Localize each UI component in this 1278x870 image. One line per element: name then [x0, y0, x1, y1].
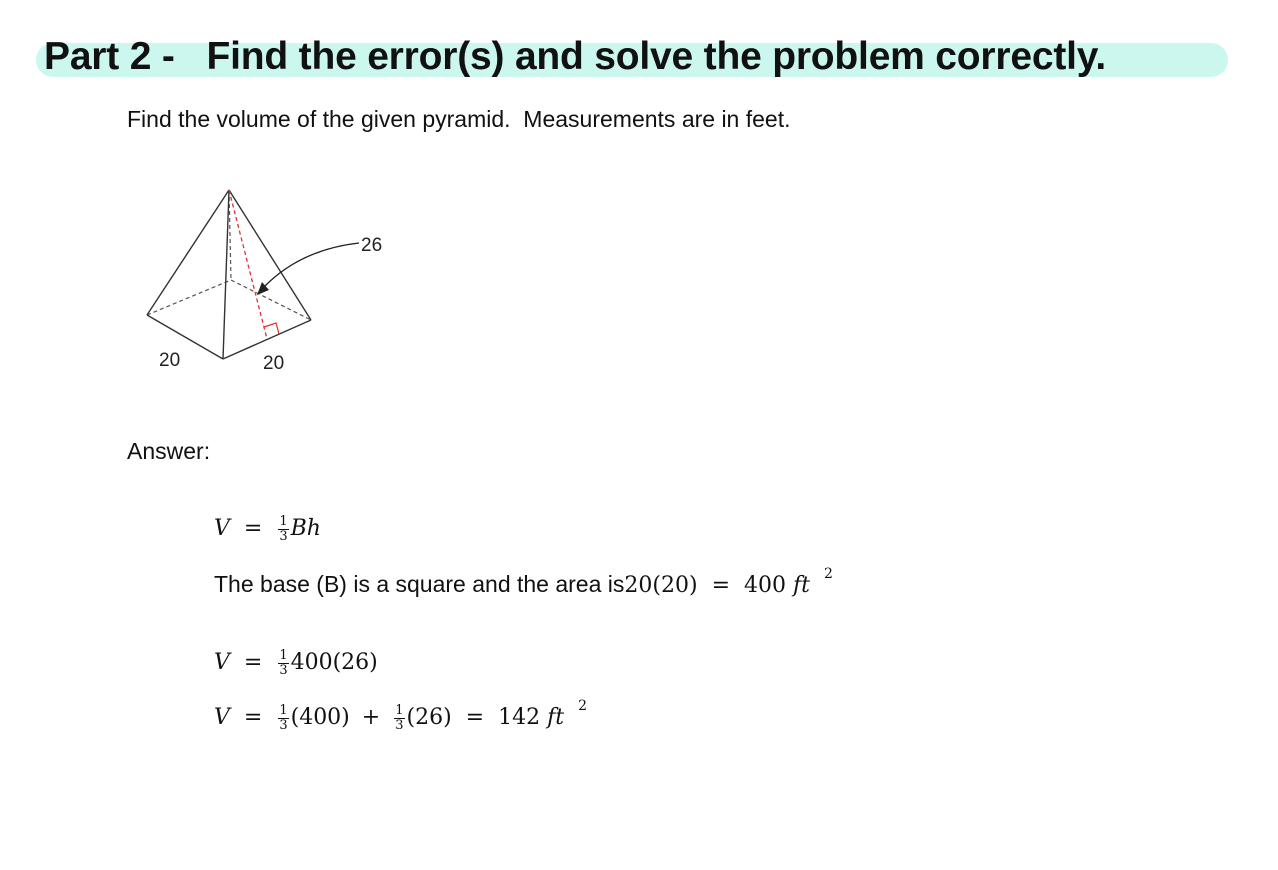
fraction: $\frac{1}{3}$ — [279, 513, 288, 544]
edge-apex-right — [229, 190, 311, 320]
problem-prompt: Find the volume of the given pyramid. Measurements are in feet. — [127, 106, 791, 132]
hidden-edge-apex-back — [229, 190, 231, 280]
equals-sign: = — [711, 573, 730, 598]
slant-label: 26 — [361, 235, 383, 256]
base-right-label: 20 — [263, 353, 285, 374]
equals-sign: = — [465, 705, 485, 730]
page-title: Part 2 - Find the error(s) and solve the problem correctly. — [44, 35, 1106, 78]
volume-symbol: V — [214, 705, 230, 730]
right-angle-mark — [264, 323, 279, 334]
base-area-exponent: 2 — [823, 566, 833, 582]
result-line — [214, 698, 588, 735]
term-b: (26) — [406, 705, 452, 730]
base-area-text: The base (B) is a square and the area is — [214, 571, 625, 597]
substitution-line — [214, 648, 378, 678]
answer-label: Answer: — [127, 438, 211, 464]
base-area-expr: 20(20) — [624, 573, 698, 598]
formula-rhs: Bh — [290, 516, 321, 541]
substitution-rhs: 400(26) — [290, 650, 378, 675]
fraction: $\frac{1}{3}$ — [395, 702, 404, 733]
edge-apex-left — [147, 190, 229, 315]
equals-sign: = — [243, 650, 263, 675]
volume-symbol: V — [214, 650, 230, 675]
slant-height — [229, 190, 267, 339]
volume-symbol: V — [214, 516, 230, 541]
pyramid-diagram — [135, 180, 405, 380]
result-unit: ft — [547, 705, 565, 730]
result-value: 142 — [498, 705, 541, 730]
formula-line — [214, 514, 321, 544]
edge-apex-front — [223, 190, 229, 359]
base-area-value: 400 — [744, 573, 786, 598]
fraction: $\frac{1}{3}$ — [279, 647, 288, 678]
equals-sign: = — [243, 516, 263, 541]
hidden-edge-back-left — [147, 280, 231, 315]
base-area-unit: ft — [793, 573, 810, 598]
base-left-label: 20 — [159, 350, 181, 371]
result-exponent: 2 — [578, 698, 588, 714]
equals-sign: = — [243, 705, 263, 730]
base-area-line — [214, 566, 833, 603]
term-a: (400) — [290, 705, 350, 730]
plus-sign: + — [361, 705, 381, 730]
fraction: $\frac{1}{3}$ — [279, 702, 288, 733]
